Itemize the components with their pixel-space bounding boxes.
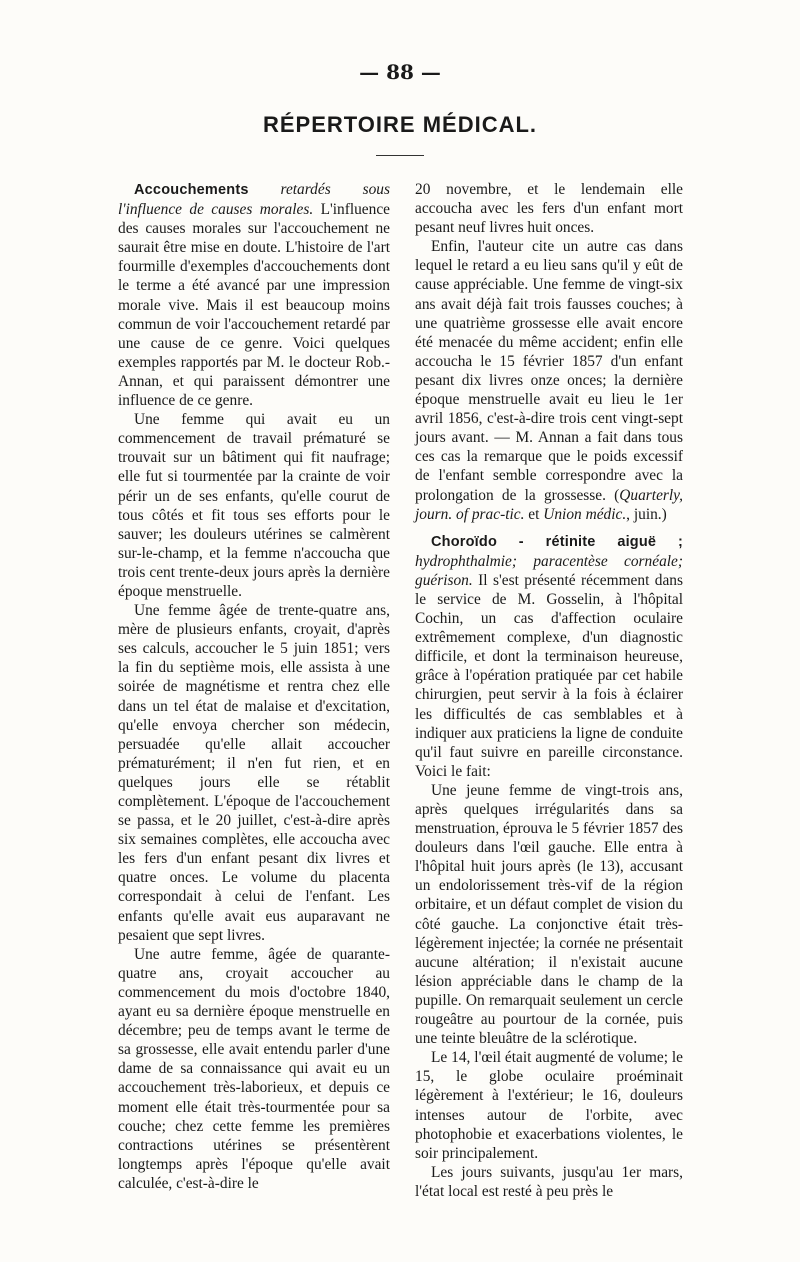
running-title: RÉPERTOIRE MÉDICAL. xyxy=(262,112,538,137)
left-column xyxy=(118,180,390,1193)
paragraph: Le 14, l'œil était augmenté de volume; le 15, le globe oculaire proéminait légèrement à l'extérieur; le 16, douleurs intenses autour de l'orbite, avec photophobie et exacerbations violentes, le soir principalement. xyxy=(415,1049,683,1162)
paragraph: Une jeune femme de vingt-trois ans, après quelques irrégularités dans sa menstruation, éprouva le 5 février 1857 des douleurs dans l'œil gauche. Elle entra à l'hôpital huit jours après (le 13), accusant un endolorissement très-vif de la région orbitaire, et un défaut complet de vision du côté gauche. La conjonctive était très-légèrement injectée; la cornée ne présentait aucune altération; il n'existait aucune lésion appréciable dans le champ de la pupille. On remarquait seulement un cercle rougeâtre au pourtour de la cornée, puis une teinte bleuâtre de la sclérotique. xyxy=(415,781,683,1048)
paragraph-text: L'influence des causes morales sur l'accouchement ne saurait être mise en doute. L'histoire de l'art fourmille d'exemples d'accouchements dont le terme a été avancé par une impression morale vive. Mais il est beaucoup moins commun de voir l'accouchement retardé par une cause de ce genre. Voici quelques exemples rapportés par M. le docteur Rob.-Annan, et qui paraissent démontrer une influence de ce genre. xyxy=(118,201,391,410)
paragraph-text: Enfin, l'auteur cite un autre cas dans lequel le retard a eu lieu sans qu'il y eût de cause appréciable. Une femme de vingt-six ans avait déjà fait trois fausses couches; à une quatrième grossesse elle avait encore été menacée du même accident; enfin elle accoucha le 15 février 1857 d'un enfant pesant dix livres onze onces; la dernière époque menstruelle avait eu lieu le 1er avril 1856, c'est-à-dire trois cent vingt-sept jours avant. — M. Annan a fait dans tous ces cas la remarque que le poids excessif de l'enfant semble correspondre avec la prolongation de la grossesse. ( xyxy=(415,238,683,504)
paragraph: Une femme qui avait eu un commencement de travail prématuré se trouvait sur un bâtiment qui fit naufrage; elle fut si tourmentée par la crainte de voir périr un de ses enfants, qu'elle courut de tous côtés et fit tous ses efforts pour le sauver; les douleurs utérines se calmèrent sur-le-champ, et la femme n'accoucha que trois cent trente-deux jours après la dernière époque menstruelle. xyxy=(118,411,390,600)
article-subtitle: retardés sous l'influence de causes morales. xyxy=(118,181,390,219)
paragraph-continued: 20 novembre, et le lendemain elle accoucha avec les fers d'un enfant mort pesant neuf livres huit onces. xyxy=(415,181,683,237)
source-citation: Quarterly, journ. of prac-tic. xyxy=(415,486,683,523)
source-end: , juin.) xyxy=(626,505,667,523)
source-separator: et xyxy=(524,505,544,523)
paragraph: Une femme âgée de trente-quatre ans, mère de plusieurs enfants, croyait, d'après ses calculs, accoucher le 5 juin 1851; vers la fin du septième mois, elle assista à une soirée de magnétisme et rentra chez elle dans un tel état de malaise et d'excitation, qu'elle envoya chercher son médecin, persuadée qu'elle allait accoucher prématurément; il n'en fut rien, et en quelques jours elle se rétablit complètement. L'époque de l'accouchement se passa, et le 20 juillet, c'est-à-dire après six semaines complètes, elle accoucha avec les fers d'un enfant pesant dix livres et quatre onces. Le volume du placenta correspondait à celui de l'enfant. Les enfants qu'elle avait eus auparavant ne pesaient que sept livres. xyxy=(118,602,390,944)
article-subtitle: hydrophthalmie; paracentèse cornéale; guérison. xyxy=(415,552,683,589)
paragraph: Une autre femme, âgée de quarante-quatre ans, croyait accoucher au commencement du mois d'octobre 1840, ayant eu sa dernière époque menstruelle en décembre; peu de temps avant le terme de sa grossesse, elle avait entendu parler d'une dame de sa connaissance qui avait eu un accouchement très-laborieux, et depuis ce moment elle était très-tourmentée pour sa couche; chez cette femme les premières contractions utérines se présentèrent longtemps après l'époque qu'elle avait calculée, c'est-à-dire le xyxy=(118,945,390,1192)
source-citation: Union médic. xyxy=(543,505,627,523)
article-choroido-retinite-intro xyxy=(415,532,683,781)
paragraph: Les jours suivants, jusqu'au 1er mars, l'état local est resté à peu près le xyxy=(415,1163,683,1200)
paragraph-text: Il s'est présenté récemment dans le service de M. Gosselin, à l'hôpital Cochin, un cas d'affection oculaire extrêmement complexe, d'un diagnostic difficile, et dont la terminaison heureuse, grâce à l'opération pratiquée par cet habile chirurgien, peut servir à la fois à éclairer les difficultés de cas semblables et à indiquer aux praticiens la ligne de conduite qu'il faut suivre en pareille circonstance. Voici le fait: xyxy=(415,571,683,780)
title-divider xyxy=(376,155,424,156)
right-column xyxy=(415,180,683,1201)
article-heading-accouchements: Accouchements xyxy=(134,182,249,198)
article-accouchements-intro xyxy=(118,180,390,410)
paragraph xyxy=(415,237,683,523)
article-heading-choroido-retinite: Choroïdo - rétinite aiguë ; xyxy=(431,533,683,550)
page-number: — 88 — xyxy=(359,60,441,84)
